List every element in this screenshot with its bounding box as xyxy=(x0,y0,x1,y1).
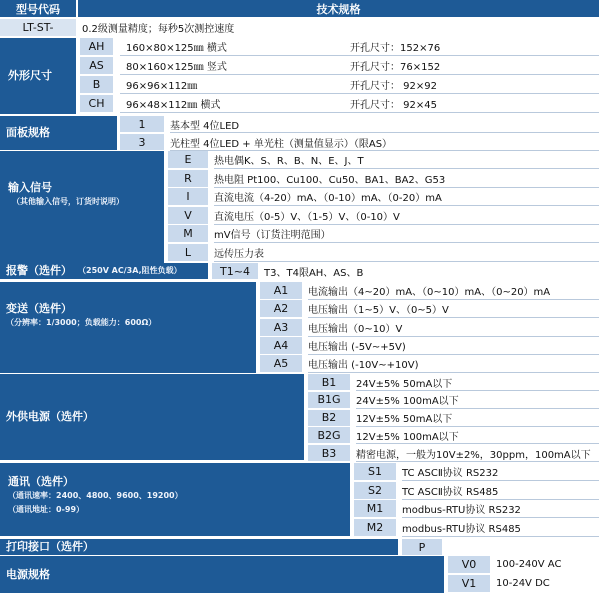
size-dims: 160×80×125㎜ 横式 xyxy=(120,38,350,56)
power-code: V0 xyxy=(448,556,490,573)
panel-desc: 基本型 4位LED xyxy=(170,116,599,133)
transmit-title: 变送（选件） xyxy=(6,302,72,315)
supply-desc: 12V±5% 50mA以下 xyxy=(356,410,599,427)
model-code: LT-ST- xyxy=(0,19,76,36)
input-desc: mV信号（订货注明范围） xyxy=(214,225,599,243)
alarm-title: 报警（选件） xyxy=(6,264,72,277)
supply-code: B3 xyxy=(308,445,350,461)
input-code: R xyxy=(168,170,208,187)
size-code: AS xyxy=(80,57,113,74)
size-cutout: 开孔尺寸： 92×45 xyxy=(350,95,599,113)
transmit-code: A3 xyxy=(260,319,302,336)
transmit-desc: 电压输出 (-5V~+5V) xyxy=(308,337,599,355)
size-code: CH xyxy=(80,95,113,112)
comm-sub2: （通讯地址：0-99） xyxy=(8,505,85,514)
header-model-code: 型号代码 xyxy=(0,0,76,17)
input-code: L xyxy=(168,244,208,261)
input-code: E xyxy=(168,151,208,168)
transmit-code: A2 xyxy=(260,300,302,317)
supply-code: B2G xyxy=(308,427,350,443)
print-code: P xyxy=(402,539,442,555)
supply-code: B1 xyxy=(308,374,350,390)
comm-category xyxy=(0,463,350,536)
power-supply-category xyxy=(0,374,304,460)
power-desc: 100-240V AC xyxy=(496,559,562,570)
input-title: 输入信号 xyxy=(8,181,52,194)
transmit-desc: 电压输出（1~5）V、（0~5）V xyxy=(308,300,599,318)
transmit-code: A5 xyxy=(260,355,302,372)
size-cutout: 开孔尺寸：76×152 xyxy=(350,57,599,75)
input-desc: 直流电压（0-5）V、（1-5）V、（0-10）V xyxy=(214,207,599,225)
transmit-category xyxy=(0,282,256,373)
transmit-desc: 电流输出（4~20）mA、（0~10）mA、（0~20）mA xyxy=(308,282,599,300)
input-desc: 热电阻 Pt100、Cu100、Cu50、BA1、BA2、G53 xyxy=(214,170,599,188)
supply-desc: 精密电源，一般为10V±2%，30ppm，100mA以下 xyxy=(356,445,599,462)
power-category xyxy=(0,556,444,593)
panel-category xyxy=(0,116,117,150)
input-desc: 热电偶K、S、R、B、N、E、J、T xyxy=(214,151,599,169)
alarm-category xyxy=(0,263,208,279)
input-code: V xyxy=(168,207,208,224)
transmit-code: A4 xyxy=(260,337,302,354)
power-code: V1 xyxy=(448,575,490,592)
comm-desc: modbus-RTU协议 RS485 xyxy=(402,519,599,537)
panel-code: 3 xyxy=(120,134,164,150)
size-dims: 80×160×125㎜ 竖式 xyxy=(120,57,350,75)
size-code: AH xyxy=(80,38,113,55)
input-desc: 直流电流（4-20）mA、（0-10）mA、（0-20）mA xyxy=(214,188,599,206)
supply-desc: 24V±5% 50mA以下 xyxy=(356,374,599,391)
transmit-desc: 电压输出（0~10）V xyxy=(308,319,599,337)
panel-desc: 光柱型 4位LED + 单光柱（测量值显示）（限AS） xyxy=(170,134,599,151)
model-spec: 0.2级测量精度；每秒5次测控速度 xyxy=(82,24,235,35)
comm-code: S1 xyxy=(354,463,396,480)
comm-code: M1 xyxy=(354,500,396,517)
panel-title: 面板规格 xyxy=(6,126,50,139)
supply-desc: 12V±5% 100mA以下 xyxy=(356,427,599,444)
comm-desc: TC ASCⅡ协议 RS485 xyxy=(402,482,599,500)
print-title: 打印接口（选件） xyxy=(6,540,94,553)
size-title: 外形尺寸 xyxy=(8,69,52,82)
input-code: I xyxy=(168,188,208,205)
power-title: 电源规格 xyxy=(6,567,50,581)
transmit-subtitle: （分辨率：1/3000；负载能力：600Ω） xyxy=(6,318,157,327)
size-code: B xyxy=(80,76,113,93)
input-category xyxy=(0,151,164,264)
size-cutout: 开孔尺寸：152×76 xyxy=(350,38,599,56)
power-supply-title: 外供电源（选件） xyxy=(6,410,94,423)
power-desc: 10-24V DC xyxy=(496,578,550,589)
panel-code: 1 xyxy=(120,116,164,132)
size-dims: 96×96×112㎜ xyxy=(120,76,350,94)
comm-desc: TC ASCⅡ协议 RS232 xyxy=(402,463,599,481)
header-tech-spec: 技术规格 xyxy=(78,0,599,17)
supply-code: B1G xyxy=(308,392,350,408)
supply-code: B2 xyxy=(308,410,350,426)
comm-code: M2 xyxy=(354,519,396,536)
print-category xyxy=(0,539,398,555)
supply-desc: 24V±5% 100mA以下 xyxy=(356,392,599,409)
size-category xyxy=(0,38,76,114)
input-subtitle: （其他输入信号，订货时说明） xyxy=(12,197,124,206)
comm-code: S2 xyxy=(354,482,396,499)
input-desc: 远传压力表 xyxy=(214,244,599,262)
transmit-desc: 电压输出 (-10V~+10V) xyxy=(308,355,599,373)
comm-sub1: （通讯速率：2400、4800、9600、19200） xyxy=(8,491,183,500)
transmit-code: A1 xyxy=(260,282,302,299)
alarm-subtitle: （250V AC/3A,阻性负载） xyxy=(78,266,182,275)
alarm-desc: T3、T4限AH、AS、B xyxy=(264,267,364,279)
alarm-code: T1~4 xyxy=(212,263,258,279)
size-dims: 96×48×112㎜ 横式 xyxy=(120,95,350,113)
comm-desc: modbus-RTU协议 RS232 xyxy=(402,500,599,518)
size-cutout: 开孔尺寸： 92×92 xyxy=(350,76,599,94)
comm-title: 通讯（选件） xyxy=(8,475,74,488)
input-code: M xyxy=(168,225,208,242)
